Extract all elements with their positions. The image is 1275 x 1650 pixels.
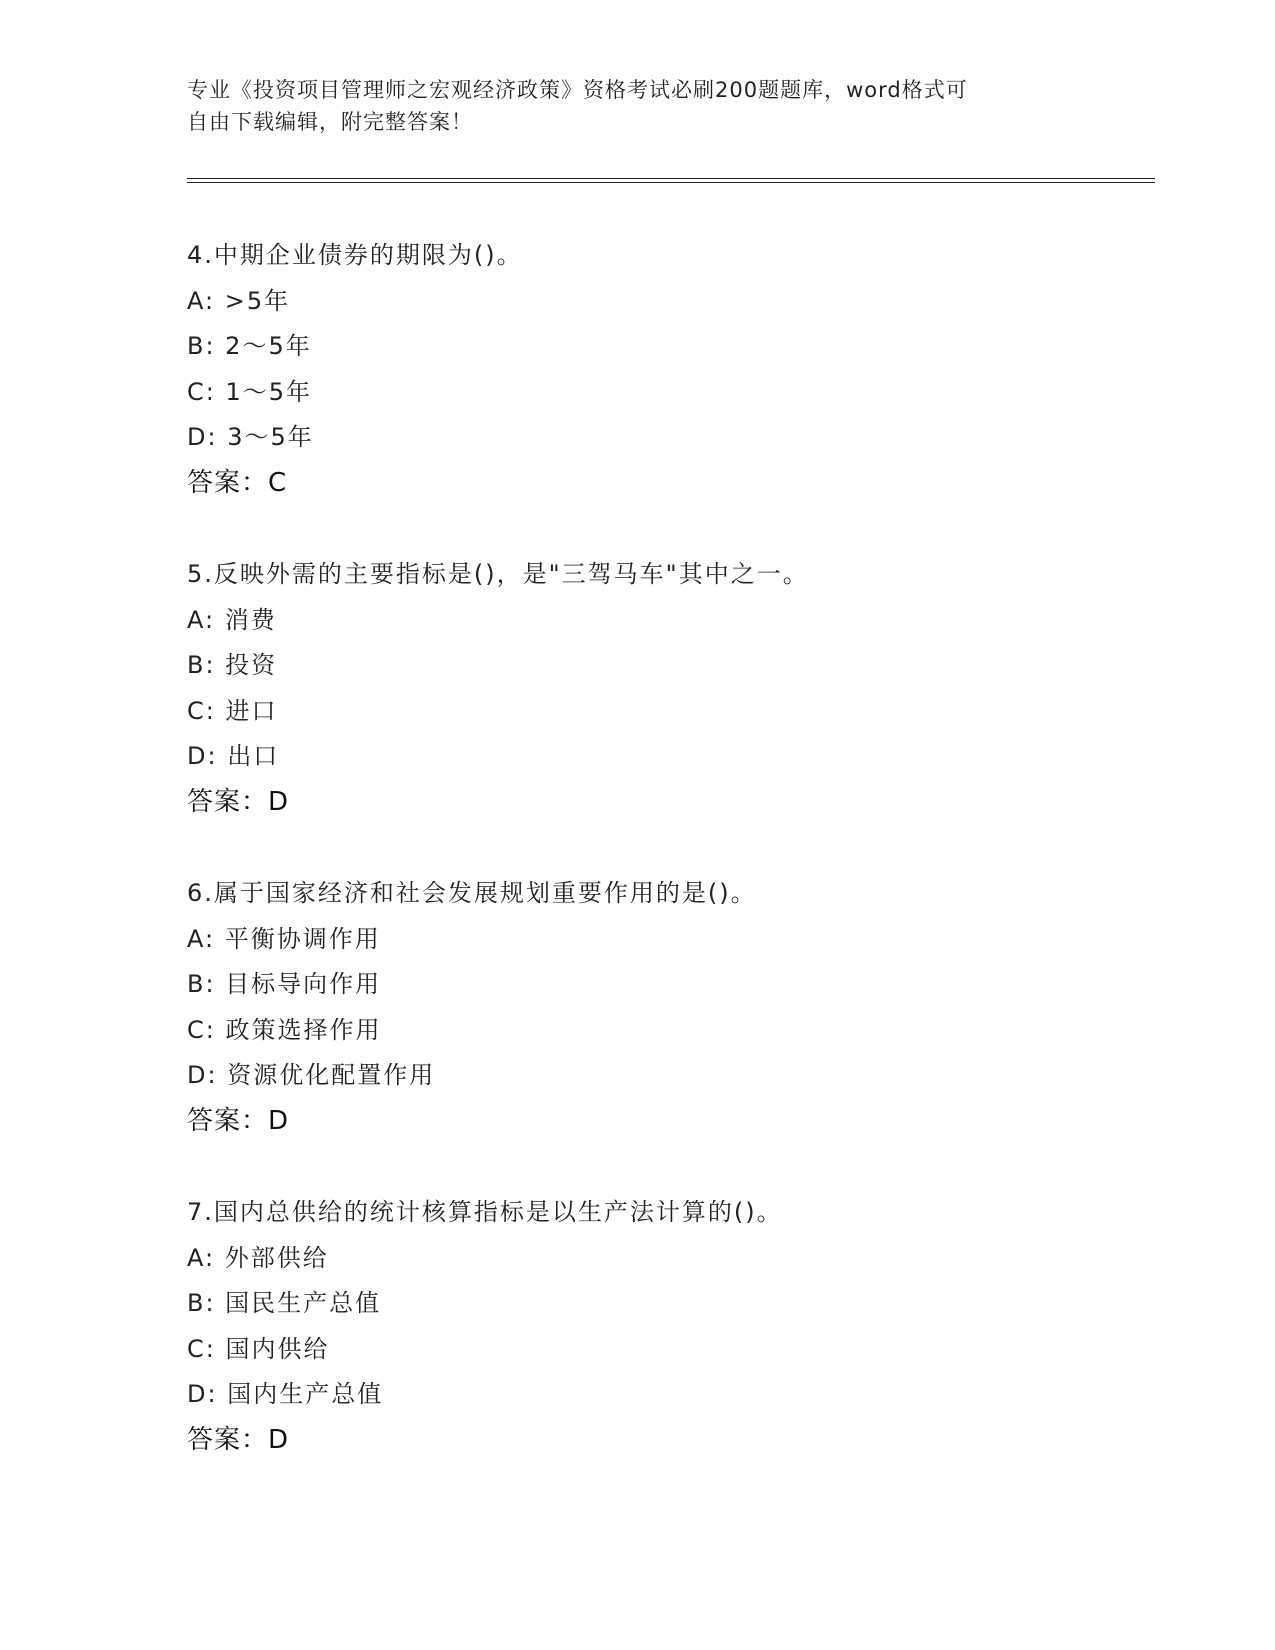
option-c: C: 政策选择作用	[187, 1015, 382, 1044]
option-b: B: 国民生产总值	[187, 1289, 382, 1317]
document-header	[187, 74, 1087, 138]
option-c: C: 进口	[187, 696, 278, 725]
option-b: B: 目标导向作用	[187, 970, 382, 998]
header-divider-top	[187, 178, 1155, 179]
question-stem: 7.国内总供给的统计核算指标是以生产法计算的()。	[187, 1198, 783, 1226]
answer-label: 答案：C	[187, 467, 288, 498]
question-stem: 6.属于国家经济和社会发展规划重要作用的是()。	[187, 879, 757, 907]
header-title-line-1: 专业《投资项目管理师之宏观经济政策》资格考试必刷200题题库，word格式可	[187, 78, 968, 102]
option-d: D: 出口	[187, 742, 280, 770]
answer-label: 答案：D	[187, 1424, 290, 1455]
option-a: A: >5年	[187, 286, 291, 315]
option-c: C: 1～5年	[187, 377, 313, 406]
header-title-line-2: 自由下载编辑，附完整答案！	[187, 110, 473, 134]
option-a: A: 消费	[187, 605, 277, 634]
option-d: D: 资源优化配置作用	[187, 1061, 436, 1089]
option-d: D: 3～5年	[187, 423, 314, 451]
answer-label: 答案：D	[187, 1105, 290, 1136]
answer-label: 答案：D	[187, 786, 290, 817]
option-c: C: 国内供给	[187, 1334, 330, 1363]
question-stem: 5.反映外需的主要指标是()，是"三驾马车"其中之一。	[187, 560, 809, 588]
option-d: D: 国内生产总值	[187, 1380, 384, 1408]
option-a: A: 平衡协调作用	[187, 924, 381, 953]
option-b: B: 投资	[187, 651, 278, 679]
question-block	[187, 233, 1147, 506]
question-block	[187, 1190, 1147, 1463]
question-block	[187, 871, 1147, 1144]
question-block	[187, 552, 1147, 825]
header-divider-bottom	[187, 182, 1155, 183]
question-stem: 4.中期企业债券的期限为()。	[187, 241, 523, 269]
option-a: A: 外部供给	[187, 1243, 329, 1272]
option-b: B: 2～5年	[187, 332, 312, 360]
